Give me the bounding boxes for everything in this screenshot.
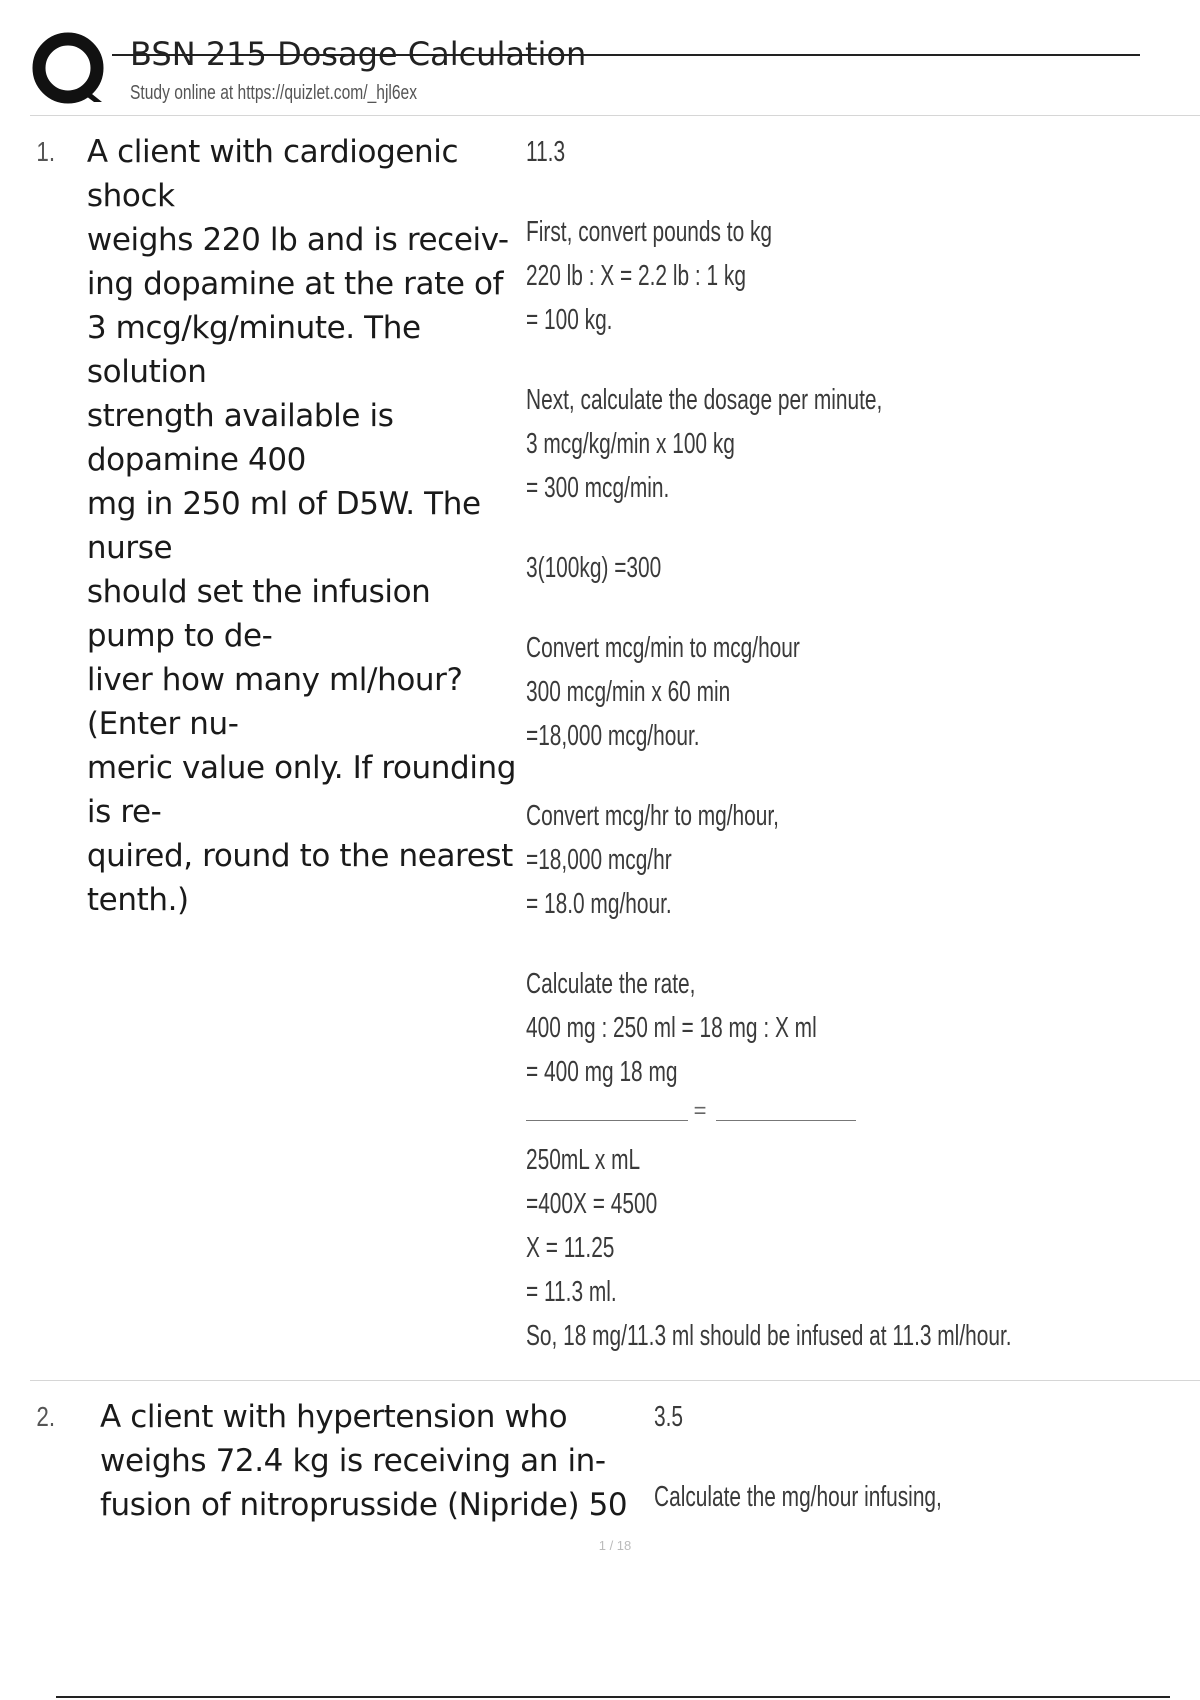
answer-line: = 400 mg 18 mg bbox=[525, 1056, 678, 1088]
answer-value: 11.3 bbox=[525, 136, 565, 168]
card-answer bbox=[646, 1395, 1200, 1527]
answer-line: First, convert pounds to kg bbox=[525, 216, 772, 248]
card-answer bbox=[518, 130, 1200, 1358]
answer-line: Calculate the rate, bbox=[525, 968, 696, 1000]
answer-line: 250mL x mL bbox=[525, 1144, 640, 1176]
page-number: 1 / 18 bbox=[598, 1538, 632, 1553]
answer-line: 220 lb : X = 2.2 lb : 1 kg bbox=[525, 260, 746, 292]
question-line: fusion of nitroprusside (Nipride) 50 bbox=[100, 1487, 628, 1523]
flashcard-1 bbox=[30, 116, 1200, 1381]
answer-line: 3 mcg/kg/min x 100 kg bbox=[525, 428, 735, 460]
question-line: liver how many ml/hour? (Enter nu- bbox=[86, 662, 463, 742]
question-line: mg in 250 ml of D5W. The nurse bbox=[86, 486, 481, 566]
answer-line: Convert mcg/min to mcg/hour bbox=[525, 632, 800, 664]
answer-line: =18,000 mcg/hour. bbox=[525, 720, 700, 752]
fraction-bar bbox=[526, 1120, 688, 1121]
fraction-equals: = bbox=[693, 1098, 707, 1123]
answer-line: 400 mg : 250 ml = 18 mg : X ml bbox=[525, 1012, 817, 1044]
question-line: quired, round to the nearest tenth.) bbox=[86, 838, 513, 918]
answer-line: 300 mcg/min x 60 min bbox=[525, 676, 730, 708]
study-online-link[interactable]: Study online at https://quizlet.com/_hjl6ex bbox=[130, 82, 418, 104]
document-title: BSN 215 Dosage Calculation bbox=[130, 35, 587, 73]
question-line: weighs 220 lb and is receiv- bbox=[86, 222, 509, 258]
question-line: meric value only. If rounding is re- bbox=[86, 750, 517, 830]
answer-value: 3.5 bbox=[654, 1401, 684, 1433]
question-line: strength available is dopamine 400 bbox=[86, 398, 394, 478]
card-number: 1. bbox=[36, 136, 56, 167]
answer-line: Calculate the mg/hour infusing, bbox=[654, 1481, 942, 1513]
fraction-blank-line bbox=[526, 1094, 1200, 1138]
answer-line: =400X = 4500 bbox=[525, 1188, 657, 1220]
question-line: ing dopamine at the rate of bbox=[86, 266, 504, 302]
question-line: should set the infusion pump to de- bbox=[86, 574, 431, 654]
page-header bbox=[30, 30, 1200, 118]
quizlet-logo-icon bbox=[30, 30, 110, 110]
flashcard-list bbox=[30, 116, 1200, 1549]
answer-line: =18,000 mcg/hr bbox=[525, 844, 672, 876]
answer-line: = 18.0 mg/hour. bbox=[525, 888, 672, 920]
fraction-bar bbox=[716, 1120, 856, 1121]
answer-line: = 11.3 ml. bbox=[525, 1276, 617, 1308]
answer-line: Next, calculate the dosage per minute, bbox=[525, 384, 882, 416]
answer-line: = 100 kg. bbox=[525, 304, 613, 336]
question-line: A client with hypertension who bbox=[100, 1399, 568, 1435]
answer-line: 3(100kg) =300 bbox=[525, 552, 661, 584]
question-line: 3 mcg/kg/minute. The solution bbox=[86, 310, 421, 390]
question-line: A client with cardiogenic shock bbox=[86, 134, 459, 214]
flashcard-2 bbox=[30, 1381, 1200, 1549]
answer-line: Convert mcg/hr to mg/hour, bbox=[525, 800, 779, 832]
card-question bbox=[100, 1395, 646, 1527]
answer-line: So, 18 mg/11.3 ml should be infused at 11.3 ml/hour. bbox=[525, 1320, 1012, 1352]
answer-line: = 300 mcg/min. bbox=[525, 472, 669, 504]
footer-rule bbox=[56, 1696, 1170, 1698]
card-number: 2. bbox=[36, 1401, 56, 1432]
card-question bbox=[87, 130, 518, 1358]
answer-line: X = 11.25 bbox=[525, 1232, 615, 1264]
question-line: weighs 72.4 kg is receiving an in- bbox=[100, 1443, 606, 1479]
